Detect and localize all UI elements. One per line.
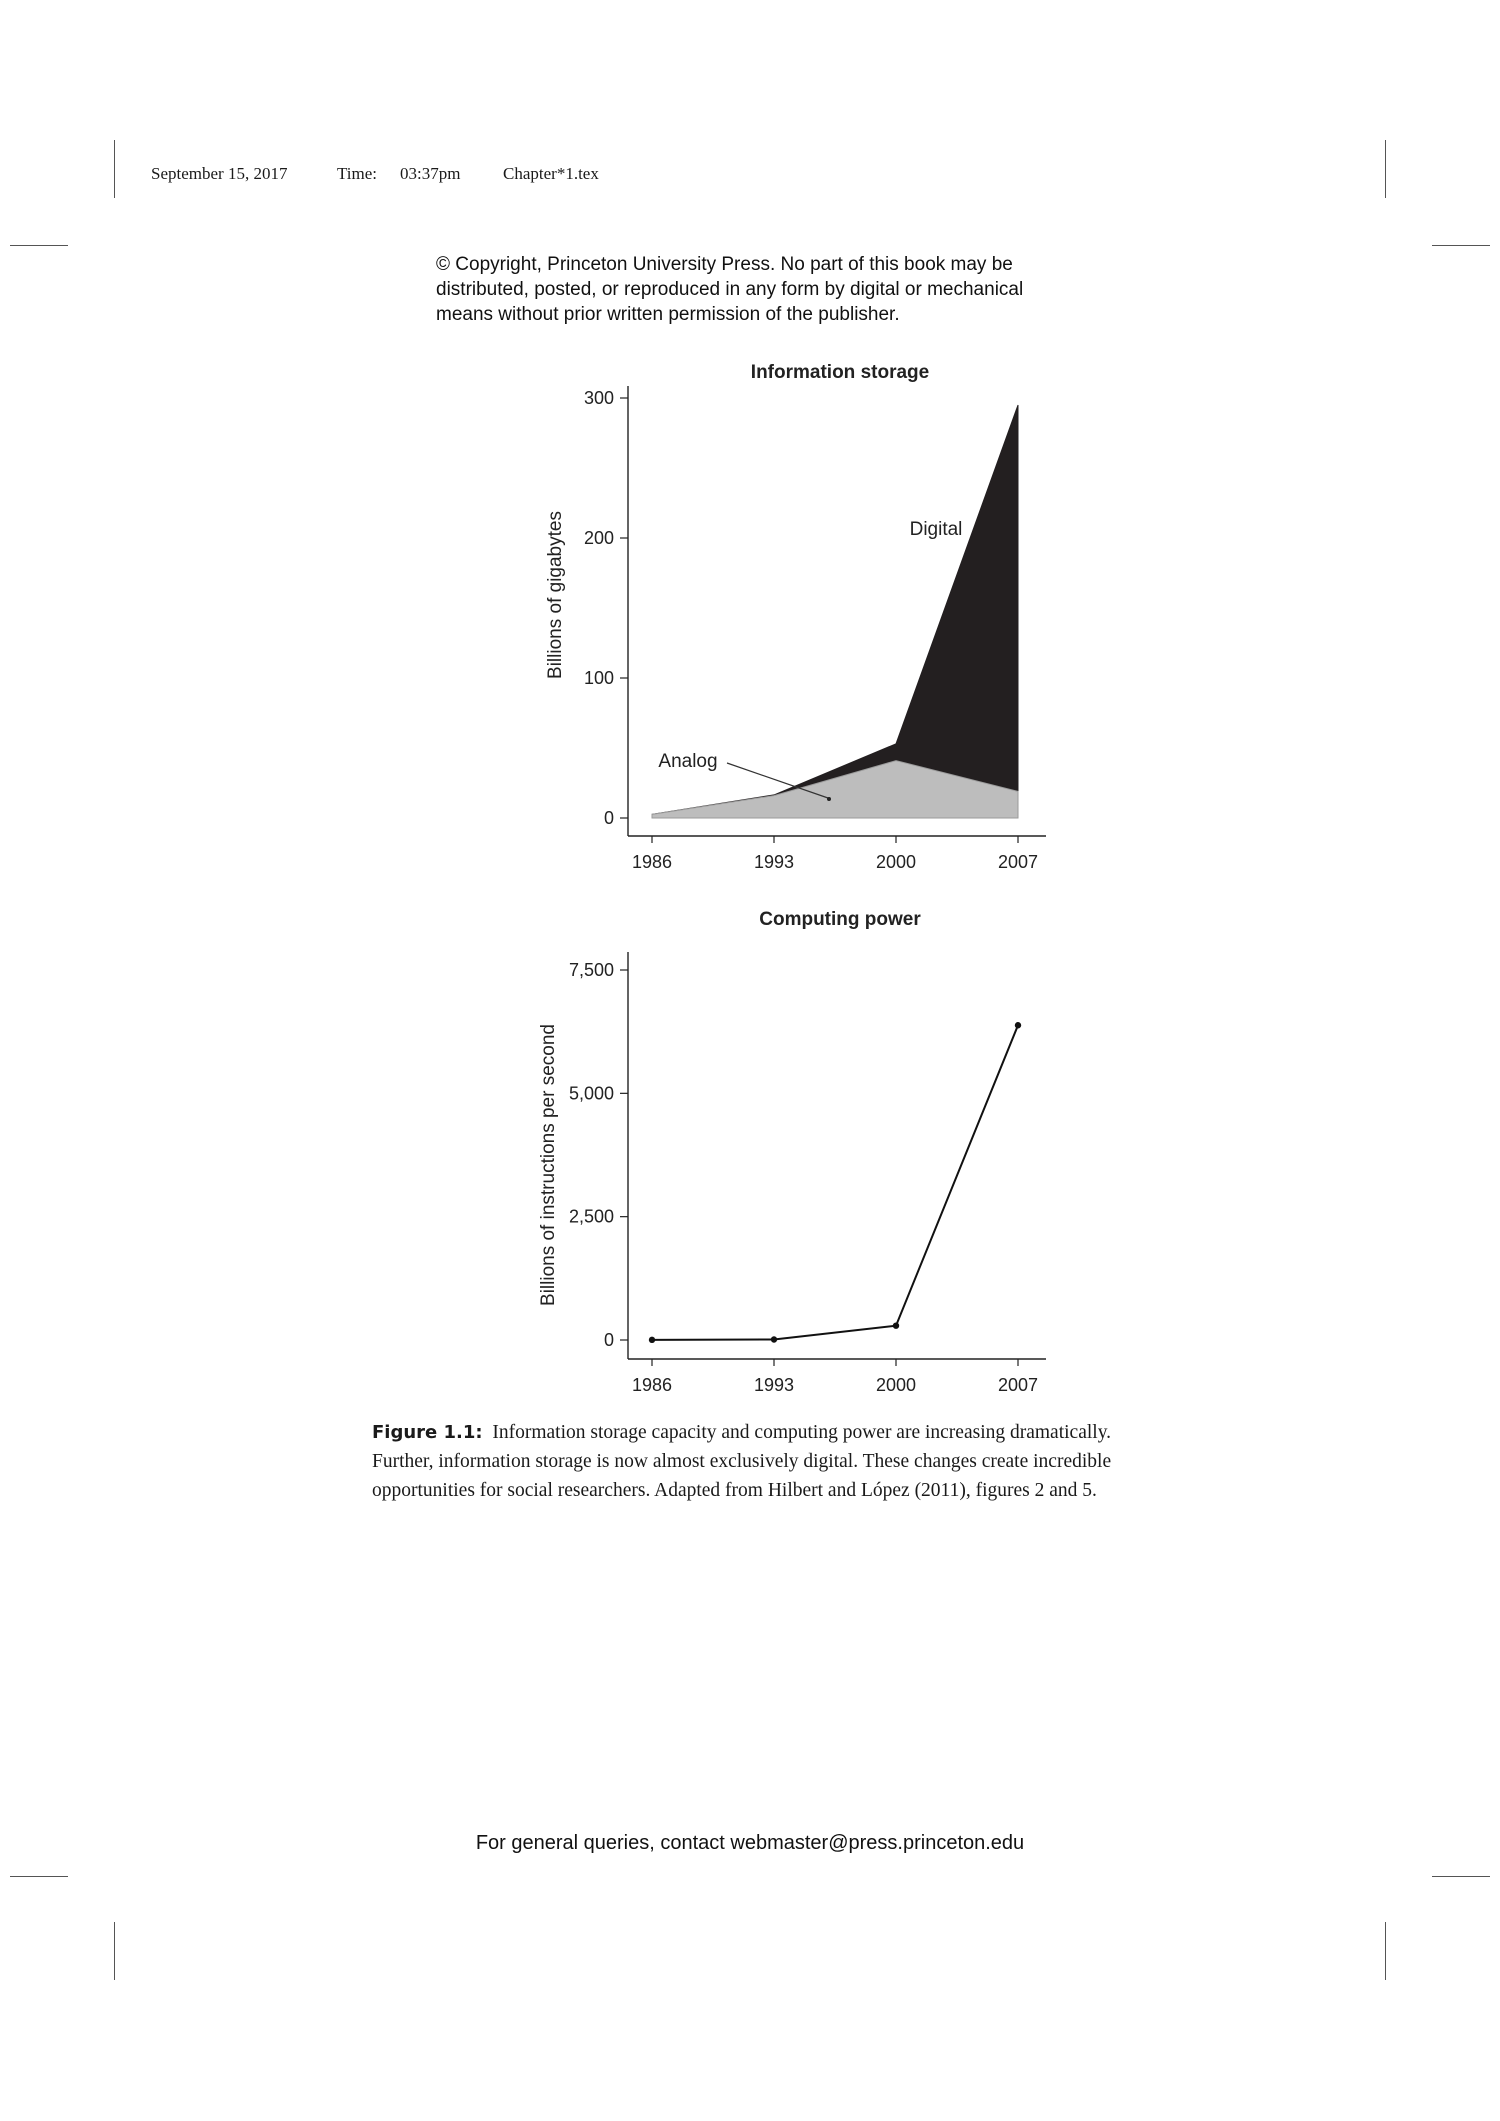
- data-point: [771, 1336, 777, 1342]
- computing-y-axis-label: Billions of instructions per second: [538, 1024, 559, 1306]
- x-tick-label: 2007: [997, 1375, 1039, 1395]
- x-tick-label: 2000: [875, 1375, 917, 1395]
- y-tick-label: 200: [583, 528, 614, 548]
- y-tick-label: 2,500: [568, 1206, 614, 1227]
- y-tick-label: 100: [583, 668, 614, 688]
- y-tick-label: 300: [583, 388, 614, 408]
- x-tick-label: 2000: [875, 852, 917, 872]
- caption-text: Information storage capacity and computing power are increasing dramatically.: [492, 1422, 1112, 1443]
- computing-line: [649, 1022, 1021, 1343]
- computing-chart-title: Computing power: [759, 909, 921, 930]
- crop-mark: [114, 1922, 115, 1980]
- x-tick-label: 2007: [997, 852, 1039, 872]
- copyright-line: means without prior written permission of the publisher.: [436, 304, 900, 325]
- storage-y-axis-label: Billions of gigabytes: [545, 511, 566, 679]
- series-label-analog: Analog: [658, 751, 718, 772]
- y-tick-label: 7,500: [568, 960, 614, 980]
- figure-caption: [372, 1418, 1222, 1505]
- x-tick-label: 1986: [631, 1375, 673, 1395]
- x-tick-label: 1993: [753, 852, 795, 872]
- series-label-digital: Digital: [909, 519, 963, 540]
- y-tick-label: 0: [603, 808, 614, 828]
- series-line: [652, 1025, 1018, 1340]
- caption-line: opportunities for social researchers. Adapted from Hilbert and López (2011), figures 2 and 5.: [372, 1480, 1097, 1501]
- copyright-line: © Copyright, Princeton University Press. No part of this book may be: [436, 254, 1013, 275]
- y-tick-label: 0: [603, 1330, 614, 1350]
- x-tick-label: 1993: [753, 1375, 795, 1395]
- copyright-line: distributed, posted, or reproduced in any form by digital or mechanical: [436, 279, 1024, 300]
- crop-mark: [1432, 1876, 1490, 1877]
- data-point: [649, 1337, 655, 1343]
- storage-chart: [545, 362, 1046, 872]
- footer-contact: For general queries, contact webmaster@press.princeton.edu: [475, 1832, 1025, 1854]
- x-tick-label: 1986: [631, 852, 673, 872]
- header-time: 03:37pm: [400, 164, 461, 183]
- data-point: [893, 1322, 899, 1328]
- header-file: Chapter*1.tex: [503, 164, 599, 183]
- caption-label: Figure 1.1:: [372, 1422, 483, 1443]
- crop-mark: [10, 1876, 68, 1877]
- crop-mark: [1385, 1922, 1386, 1980]
- y-tick-label: 5,000: [568, 1083, 614, 1104]
- storage-chart-title: Information storage: [750, 362, 930, 383]
- caption-line: [372, 1418, 1222, 1447]
- computing-chart: [538, 909, 1046, 1395]
- computing-axes: [569, 952, 1046, 1395]
- data-point: [1015, 1022, 1021, 1028]
- header-time-label: Time:: [337, 164, 378, 183]
- caption-line: Further, information storage is now almost exclusively digital. These changes create incredible: [372, 1451, 1112, 1472]
- header-date: September 15, 2017: [151, 164, 288, 183]
